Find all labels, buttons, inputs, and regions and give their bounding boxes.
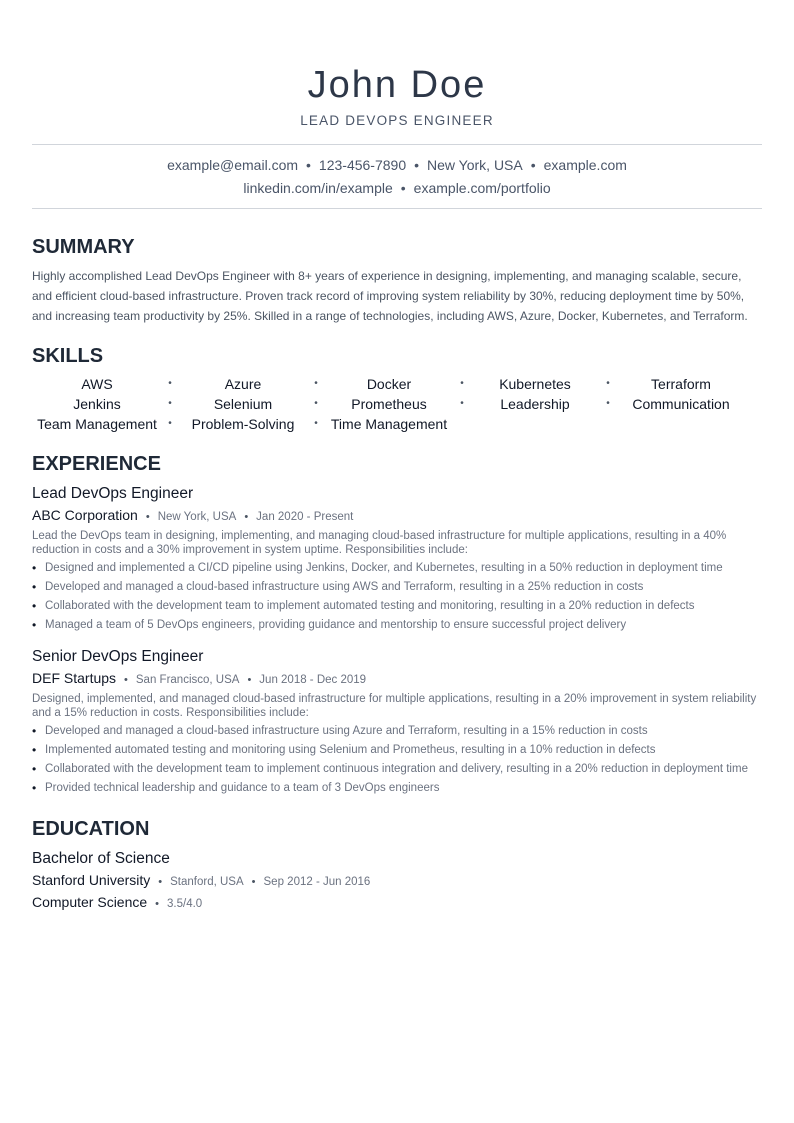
- bullet-icon: •: [32, 762, 37, 776]
- summary-heading: SUMMARY: [32, 236, 135, 258]
- list-item-text: Managed a team of 5 DevOps engineers, providing guidance and mentorship to ensure successful project delivery: [45, 619, 627, 631]
- separator-dot: •: [145, 511, 150, 523]
- education-section: [32, 817, 762, 913]
- education-school: Stanford University: [32, 872, 151, 888]
- list-item: [32, 618, 762, 632]
- job-meta: [32, 670, 762, 689]
- education-major-row: [32, 894, 762, 913]
- list-item-text: Developed and managed a cloud-based infrastructure using Azure and Terraform, resulting in a 15% reduction in costs: [45, 725, 648, 737]
- list-item: [32, 762, 762, 776]
- list-item-text: Collaborated with the development team to implement automated testing and monitoring, resulting in a 20% reduction in defects: [45, 600, 695, 612]
- skill-item: Selenium: [213, 396, 273, 412]
- job-role: Lead DevOps Engineer: [32, 485, 194, 502]
- list-item-text: Designed and implemented a CI/CD pipeline using Jenkins, Docker, and Kubernetes, resulting in a 50% reduction in deployment time: [45, 562, 723, 574]
- separator-dot: •: [124, 674, 128, 686]
- job-entry: [32, 647, 762, 795]
- education-dates: Sep 2012 - Jun 2016: [263, 876, 371, 888]
- list-item: [32, 599, 762, 613]
- skill-item: Docker: [366, 376, 412, 392]
- separator-dot: •: [460, 378, 464, 389]
- skill-item: AWS: [81, 376, 113, 392]
- separator-dot: •: [606, 398, 610, 409]
- job-company: ABC Corporation: [32, 507, 138, 523]
- experience-section: [32, 452, 762, 795]
- education-degree: Bachelor of Science: [32, 850, 170, 867]
- separator-dot: •: [247, 674, 252, 686]
- bullet-icon: •: [32, 781, 37, 795]
- separator-dot: •: [155, 898, 160, 910]
- separator-dot: •: [400, 180, 406, 196]
- skill-item: Kubernetes: [499, 376, 571, 392]
- skill-item: Jenkins: [73, 396, 121, 412]
- separator-dot: •: [460, 398, 464, 409]
- candidate-name: John Doe: [307, 64, 487, 106]
- skill-item: Problem-Solving: [191, 416, 295, 432]
- skill-item: Team Management: [37, 416, 157, 432]
- skills-section: [32, 344, 762, 434]
- separator-dot: •: [414, 157, 420, 173]
- education-location: Stanford, USA: [170, 876, 244, 888]
- list-item-text: Provided technical leadership and guidance to a team of 3 DevOps engineers: [45, 782, 440, 794]
- separator-dot: •: [251, 876, 256, 888]
- skill-item: Terraform: [651, 376, 711, 392]
- summary-text: Highly accomplished Lead DevOps Engineer with 8+ years of experience in designing, implementing, and managing scalable, secure, and efficient cloud-based infrastructure. Proven track record of improving system reliability by 30%, reducing deployment time by 50%, and increasing team productivity by 25%. Skilled in a range of technologies, including AWS, Azure, Docker, Kubernetes, and Terraform.: [32, 269, 748, 323]
- candidate-title: LEAD DEVOPS ENGINEER: [300, 113, 494, 128]
- skill-item: Azure: [224, 376, 262, 392]
- bullet-icon: •: [32, 599, 37, 613]
- job-description: Lead the DevOps team in designing, implementing, and managing cloud-based infrastructure for multiple applications, resulting in a 40% reduction in costs and a 30% improvement in system uptime. Responsibilities include:: [32, 530, 727, 556]
- education-major: Computer Science: [32, 894, 148, 910]
- separator-dot: •: [168, 418, 172, 429]
- job-role: Senior DevOps Engineer: [32, 648, 204, 665]
- bullet-icon: •: [32, 561, 37, 575]
- bullet-icon: •: [32, 724, 37, 738]
- skills-heading: SKILLS: [32, 345, 104, 367]
- job-responsibilities: [32, 561, 762, 632]
- contact-info: [32, 145, 762, 208]
- job-meta: [32, 507, 762, 526]
- separator-dot: •: [314, 378, 318, 389]
- contact-linkedin[interactable]: linkedin.com/in/example: [243, 180, 393, 196]
- list-item-text: Developed and managed a cloud-based infrastructure using AWS and Terraform, resulting in a 25% reduction in costs: [45, 581, 644, 593]
- separator-dot: •: [244, 511, 249, 523]
- contact-website[interactable]: example.com: [543, 157, 627, 173]
- job-entry: [32, 484, 762, 632]
- job-location: San Francisco, USA: [135, 674, 240, 686]
- separator-dot: •: [168, 398, 172, 409]
- contact-email[interactable]: example@email.com: [167, 157, 299, 173]
- skill-item: Leadership: [500, 396, 570, 412]
- job-dates: Jan 2020 - Present: [256, 511, 354, 523]
- list-item: [32, 724, 762, 738]
- list-item: [32, 561, 762, 575]
- bullet-icon: •: [32, 580, 37, 594]
- list-item-text: Implemented automated testing and monitoring using Selenium and Prometheus, resulting in a 10% reduction in defects: [45, 744, 656, 756]
- separator-dot: •: [606, 378, 610, 389]
- job-location: New York, USA: [157, 511, 237, 523]
- job-dates: Jun 2018 - Dec 2019: [259, 674, 367, 686]
- separator-dot: •: [168, 378, 172, 389]
- list-item: [32, 743, 762, 757]
- bullet-icon: •: [32, 618, 37, 632]
- header-divider-bottom: [32, 208, 762, 209]
- skills-grid: [32, 374, 762, 434]
- skill-item: Communication: [632, 396, 730, 412]
- job-responsibilities: [32, 724, 762, 795]
- contact-location: New York, USA: [427, 157, 523, 173]
- separator-dot: •: [314, 418, 318, 429]
- job-company: DEF Startups: [32, 670, 117, 686]
- separator-dot: •: [530, 157, 536, 173]
- separator-dot: •: [306, 157, 311, 173]
- contact-phone[interactable]: 123-456-7890: [318, 157, 407, 173]
- skill-item: Time Management: [330, 416, 448, 432]
- education-heading: EDUCATION: [32, 818, 150, 840]
- education-meta: [32, 872, 762, 891]
- separator-dot: •: [314, 398, 318, 409]
- resume-header: [32, 0, 762, 128]
- list-item-text: Collaborated with the development team to implement continuous integration and delivery, resulting in a 20% reduction in deployment time: [45, 763, 748, 775]
- list-item: [32, 781, 762, 795]
- education-gpa: 3.5/4.0: [167, 898, 203, 910]
- contact-portfolio[interactable]: example.com/portfolio: [413, 180, 551, 196]
- bullet-icon: •: [32, 743, 37, 757]
- separator-dot: •: [158, 876, 163, 888]
- skill-item: Prometheus: [351, 396, 427, 412]
- job-description: Designed, implemented, and managed cloud-based infrastructure for multiple applications, resulting in a 20% improvement in system reliability and a 15% reduction in costs. Responsibilities include:: [32, 693, 757, 719]
- summary-section: [32, 235, 762, 326]
- experience-heading: EXPERIENCE: [32, 453, 161, 475]
- list-item: [32, 580, 762, 594]
